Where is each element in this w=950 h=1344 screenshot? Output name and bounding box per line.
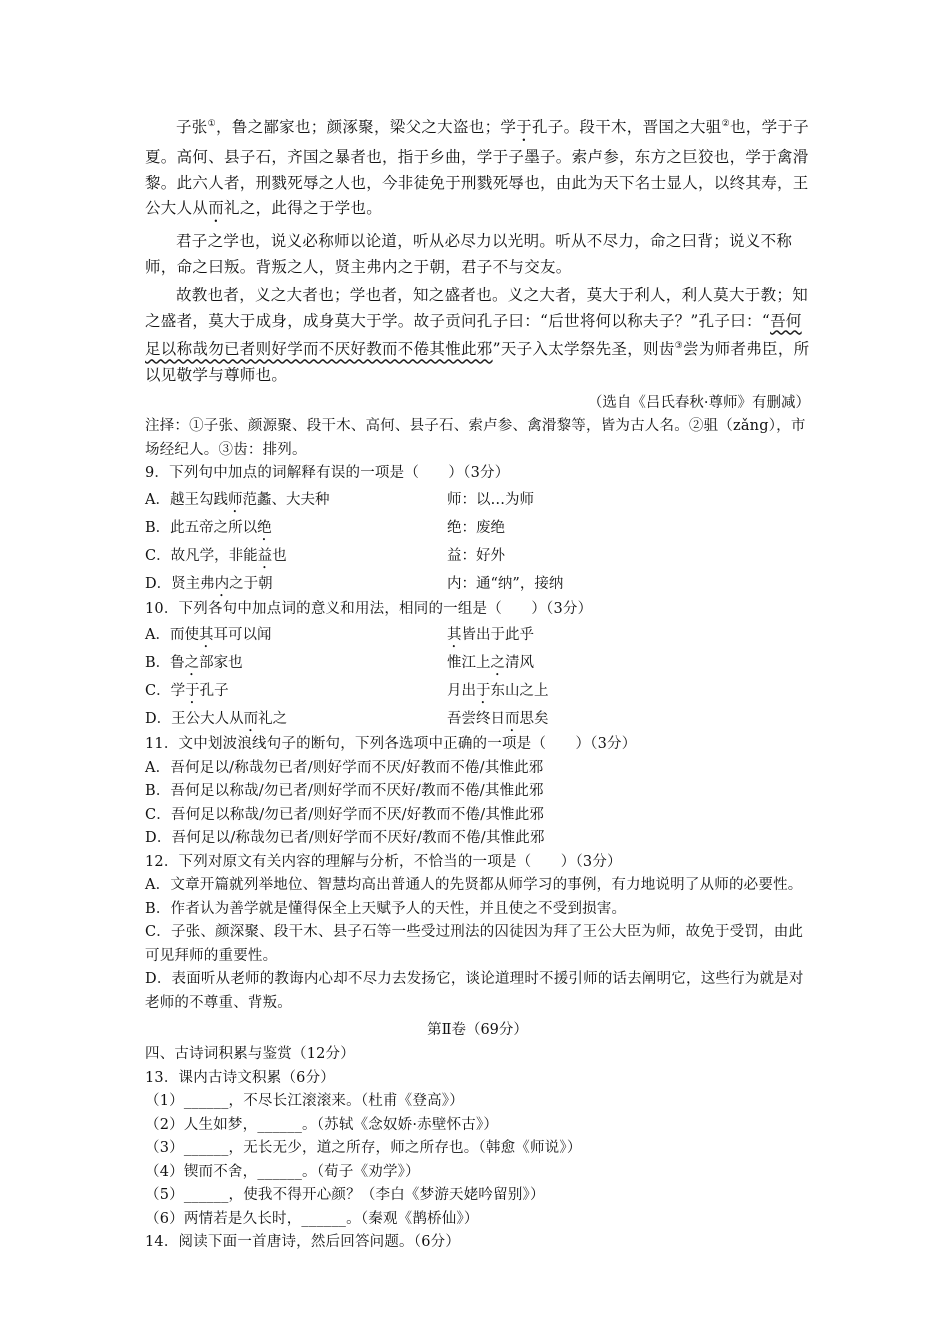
question-12-stem: 12．下列对原文有关内容的理解与分析，不恰当的一项是（ ）（3分） [145,853,622,870]
question-9-stem: 9．下列句中加点的词解释有误的一项是（ ）（3分） [145,465,510,482]
q11-option-c: C．吾何足以称哉/勿已者/则好学而不厌/好教而不倦/其惟此邪 [145,806,545,823]
question-10-stem: 10．下列各句中加点词的意义和用法，相同的一组是（ ）（3分） [145,600,593,617]
q10-option-d: D．王公大人从而礼之 吾尝终日而思矣 [145,711,549,728]
question-11-stem: 11．文中划波浪线句子的断句，下列各选项中正确的一项是（ ）（3分） [145,736,637,753]
q13-item: （1）______，不尽长江滚滚来。（杜甫《登高》） [145,1093,464,1110]
passage-paragraph-3: 故教也者，义之大者也；学也者，知之盛者也。义之大者，莫大于利人，利人莫大于教；知之盛者，莫大于成身，成身莫大于学。故子贡问孔子曰：“后世将何以称夫子？”孔子曰：“吾何足以称哉勿已者则好学而不厌好教而不倦其惟此邪”天子入太学祭先圣，则齿③尝为师者弗臣，所以见敬学与尊师也。 [145,286,810,384]
q13-item: （3）______，无长无少，道之所存，师之所存也。（韩愈《师说》） [145,1140,582,1157]
section-4-heading: 四、古诗词积累与鉴赏（12分） [145,1046,355,1063]
q10-option-b: B．鲁之部家也 惟江上之清风 [145,655,534,672]
question-13-stem: 13．课内古诗文积累（6分） [145,1069,335,1086]
q13-item: （5）______，使我不得开心颜？（李白《梦游天姥吟留别》） [145,1187,545,1204]
q12-option-a: A．文章开篇就列举地位、智慧均高出普通人的先贤都从师学习的事例，有力地说明了从师的必要性。 [145,877,803,894]
wavy-underlined-sentence: 吾何足以称哉勿已者则好学而不厌好教而不倦其惟此邪 [145,311,802,359]
q9-option-b: B．此五帝之所以绝 绝：废绝 [145,519,505,536]
question-14-stem: 14．阅读下面一首唐诗，然后回答问题。（6分） [145,1234,461,1251]
q13-item: （4）锲而不舍，______。（荀子《劝学》） [145,1163,420,1180]
q9-option-c: C．故凡学，非能益也 益：好外 [145,547,505,564]
passage-source: （选自《吕氏春秋·尊师》有删减） [587,395,810,412]
q13-item: （6）两情若是久长时，______。（秦观《鹊桥仙》） [145,1210,479,1227]
passage-paragraph-1: 子张①，鲁之鄙家也；颜涿聚，梁父之大盗也；学于孔子。段干木，晋国之大驵②也，学于子夏。高何、县子石，齐国之暴者也，指于乡曲，学于子墨子。索卢参，东方之巨狡也，学于禽滑黎。此六人者，刑戮死辱之人也，今非徒免于刑戮死辱也，由此为天下名士显人，以终其寿，王公大人从而礼之，此得之于学也。 [145,118,809,218]
q11-option-b: B．吾何足以称哉/勿已者/则好学而不厌好/教而不倦/其惟此邪 [145,783,544,800]
q11-option-a: A．吾何足以/称哉勿已者/则好学而不厌/好教而不倦/其惟此邪 [145,759,544,776]
q10-option-a: A．而使其耳可以闻 其皆出于此乎 [145,627,534,644]
passage-notes: 注择：①子张、颜源聚、段干木、高何、县子石、索卢参、禽滑黎等，皆为古人名。②驵（zǎng），市场经纪人。③齿：排列。 [145,418,806,458]
q12-option-d: D．表面听从老师的教诲内心却不尽力去发扬它，谈论道理时不援引师的话去阐明它，这些行为就是对老师的不尊重、背叛。 [145,971,804,1011]
q12-option-c: C．子张、颜深聚、段干木、县子石等一些受过刑法的囚徒因为拜了王公大臣为师，故免于受罚，由此可见拜师的重要性。 [145,924,804,964]
q11-option-d: D．吾何足以/称哉勿已者/则好学而不厌好/教而不倦/其惟此邪 [145,830,545,847]
q9-option-d: D．贤主弗内之于朝 内：通“纳”，接纳 [145,575,564,592]
part-2-heading: 第Ⅱ卷（69分） [427,1022,528,1039]
q13-item: （2）人生如梦，______。（苏轼《念奴娇·赤壁怀古》） [145,1116,499,1133]
q12-option-b: B．作者认为善学就是懂得保全上天赋予人的天性，并且使之不受到损害。 [145,900,627,917]
passage-paragraph-2: 君子之学也，说义必称师以论道，听从必尽力以光明。听从不尽力，命之曰背；说义不称师，命之曰叛。背叛之人，贤主弗内之于朝，君子不与交友。 [145,232,793,276]
q10-option-c: C．学于孔子 月出于东山之上 [145,683,549,700]
exam-page [145,112,810,1255]
q9-option-a: A．越王勾践师范蠡、大夫种 师：以…为师 [145,491,534,508]
